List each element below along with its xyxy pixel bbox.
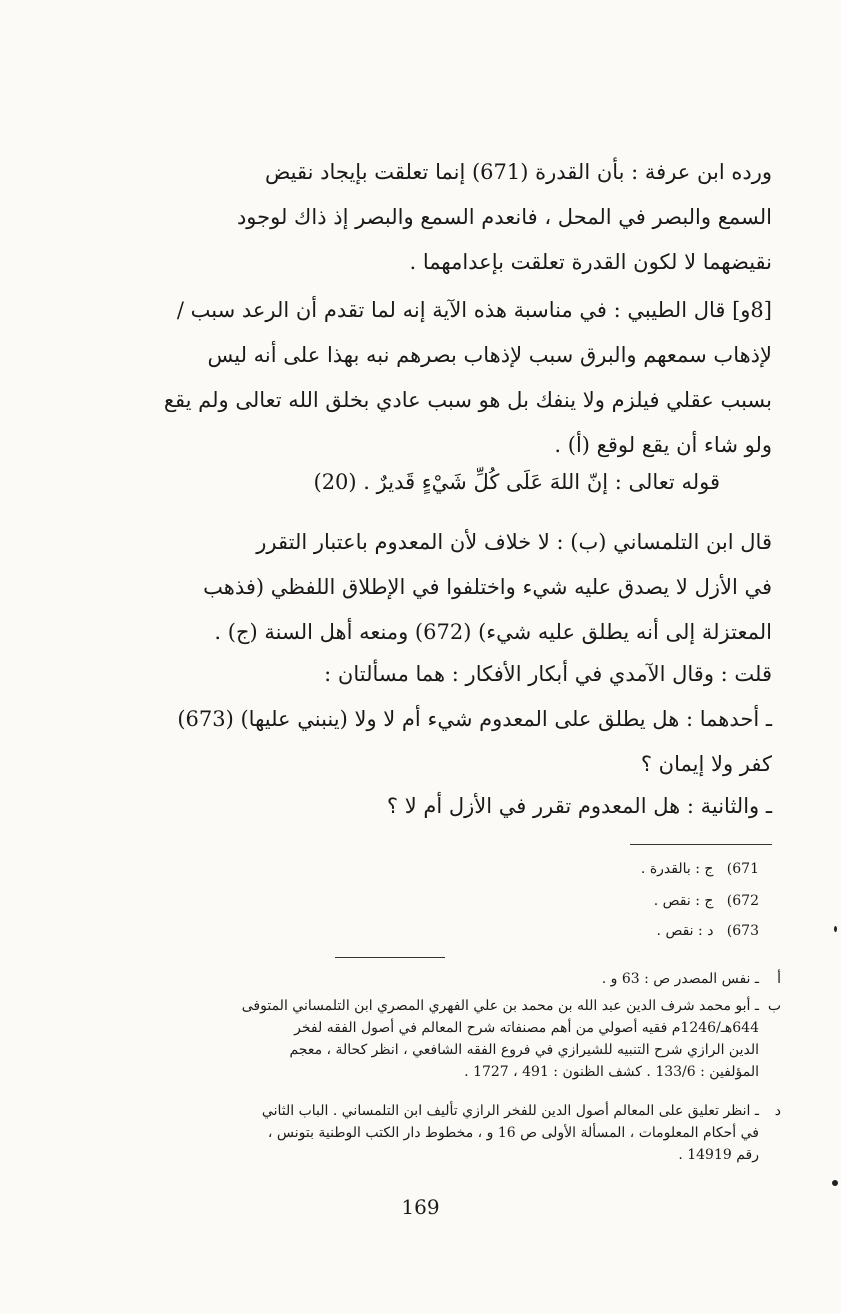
verse-line — [160, 460, 720, 505]
paragraph-5 — [72, 652, 772, 787]
page-number: 169 — [401, 1195, 440, 1219]
footnote-a — [69, 968, 781, 990]
text-line: قال ابن التلمساني (ب) : لا خلاف لأن المعدوم باعتبار التقرر — [256, 530, 772, 554]
text-line: [8و] قال الطيبي : في مناسبة هذه الآية إنه لما تقدم أن الرعد سبب / — [176, 298, 772, 322]
text-line: كفر ولا إيمان ؟ — [640, 752, 772, 776]
note-number: 671) — [726, 861, 759, 877]
footnote-line: ـ نفس المصدر ص : 63 و . — [601, 971, 759, 987]
text-line: في الأزل لا يصدق عليه شيء واختلفوا في الإطلاق اللفظي (فذهب — [203, 575, 772, 599]
footnote-b — [69, 995, 781, 1083]
separator-rule — [335, 957, 445, 958]
footnote-mark: د — [774, 1103, 781, 1119]
footnote-line: في أحكام المعلومات ، المسألة الأولى ص 16 و ، مخطوط دار الكتب الوطنية بتونس ، — [267, 1125, 759, 1141]
paragraph-6 — [150, 784, 772, 829]
text-line: بسبب عقلي فيلزم ولا ينفك بل هو سبب عادي بخلق الله تعالى ولم يقع — [163, 388, 772, 412]
footnote-line: رقم 14919 . — [678, 1147, 759, 1163]
variant-note-673 — [459, 920, 759, 942]
variant-note-671 — [459, 858, 759, 880]
note-text: ج : بالقدرة . — [640, 861, 714, 877]
footnote-line: 644هـ/1246م فقيه أصولي من أهم مصنفاته شرح المعالم في أصول الفقه لفخر — [294, 1020, 759, 1036]
text-line: ورده ابن عرفة : بأن القدرة (671) إنما تعلقت بإيجاد نقيض — [264, 160, 772, 184]
scan-speck — [834, 926, 837, 932]
separator-rule — [630, 844, 772, 845]
footnote-d — [69, 1100, 781, 1166]
footnote-line: ـ انظر تعليق على المعالم أصول الدين للفخر الرازي تأليف ابن التلمساني . الباب الثاني — [261, 1103, 759, 1119]
variant-note-672 — [459, 890, 759, 912]
text-line: ـ والثانية : هل المعدوم تقرر في الأزل أم لا ؟ — [386, 794, 772, 818]
text-line: قوله تعالى : إنّ اللهَ عَلَى كُلِّ شَيْءٍ قَديرٌ . (20) — [313, 470, 720, 494]
scan-speck — [832, 1180, 838, 1186]
note-number: 672) — [726, 893, 759, 909]
text-line: لإذهاب سمعهم والبرق سبب لإذهاب بصرهم نبه بهذا على أنه ليس — [207, 343, 772, 367]
paragraph-1 — [72, 150, 772, 285]
text-line: ولو شاء أن يقع لوقع (أ) . — [554, 433, 772, 457]
footnote-mark: ب — [767, 998, 781, 1014]
text-line: ـ أحدهما : هل يطلق على المعدوم شيء أم لا ولا (ينبني عليها) (673) — [177, 707, 772, 731]
text-line: السمع والبصر في المحل ، فانعدم السمع والبصر إذ ذاك لوجود — [236, 205, 772, 229]
paragraph-2 — [72, 288, 772, 468]
footnote-line: المؤلفين : 133/6 . كشف الظنون : 491 ، 1727 . — [464, 1064, 759, 1080]
footnote-mark: أ — [777, 971, 781, 987]
note-text: ج : نقص . — [653, 893, 714, 909]
note-number: 673) — [726, 923, 759, 939]
note-text: د : نقص . — [656, 923, 714, 939]
text-line: نقيضهما لا لكون القدرة تعلقت بإعدامهما . — [409, 250, 772, 274]
footnote-line: الدين الرازي شرح التنبيه للشيرازي في فروع الفقه الشافعي ، انظر كحالة ، معجم — [289, 1042, 759, 1058]
text-line: المعتزلة إلى أنه يطلق عليه شيء) (672) ومنعه أهل السنة (ج) . — [214, 620, 772, 644]
text-line: قلت : وقال الآمدي في أبكار الأفكار : هما مسألتان : — [324, 662, 772, 686]
footnote-line: ـ أبو محمد شرف الدين عبد الله بن محمد بن علي الفهري المصري ابن التلمساني المتوفى — [241, 998, 759, 1014]
paragraph-4 — [72, 520, 772, 655]
